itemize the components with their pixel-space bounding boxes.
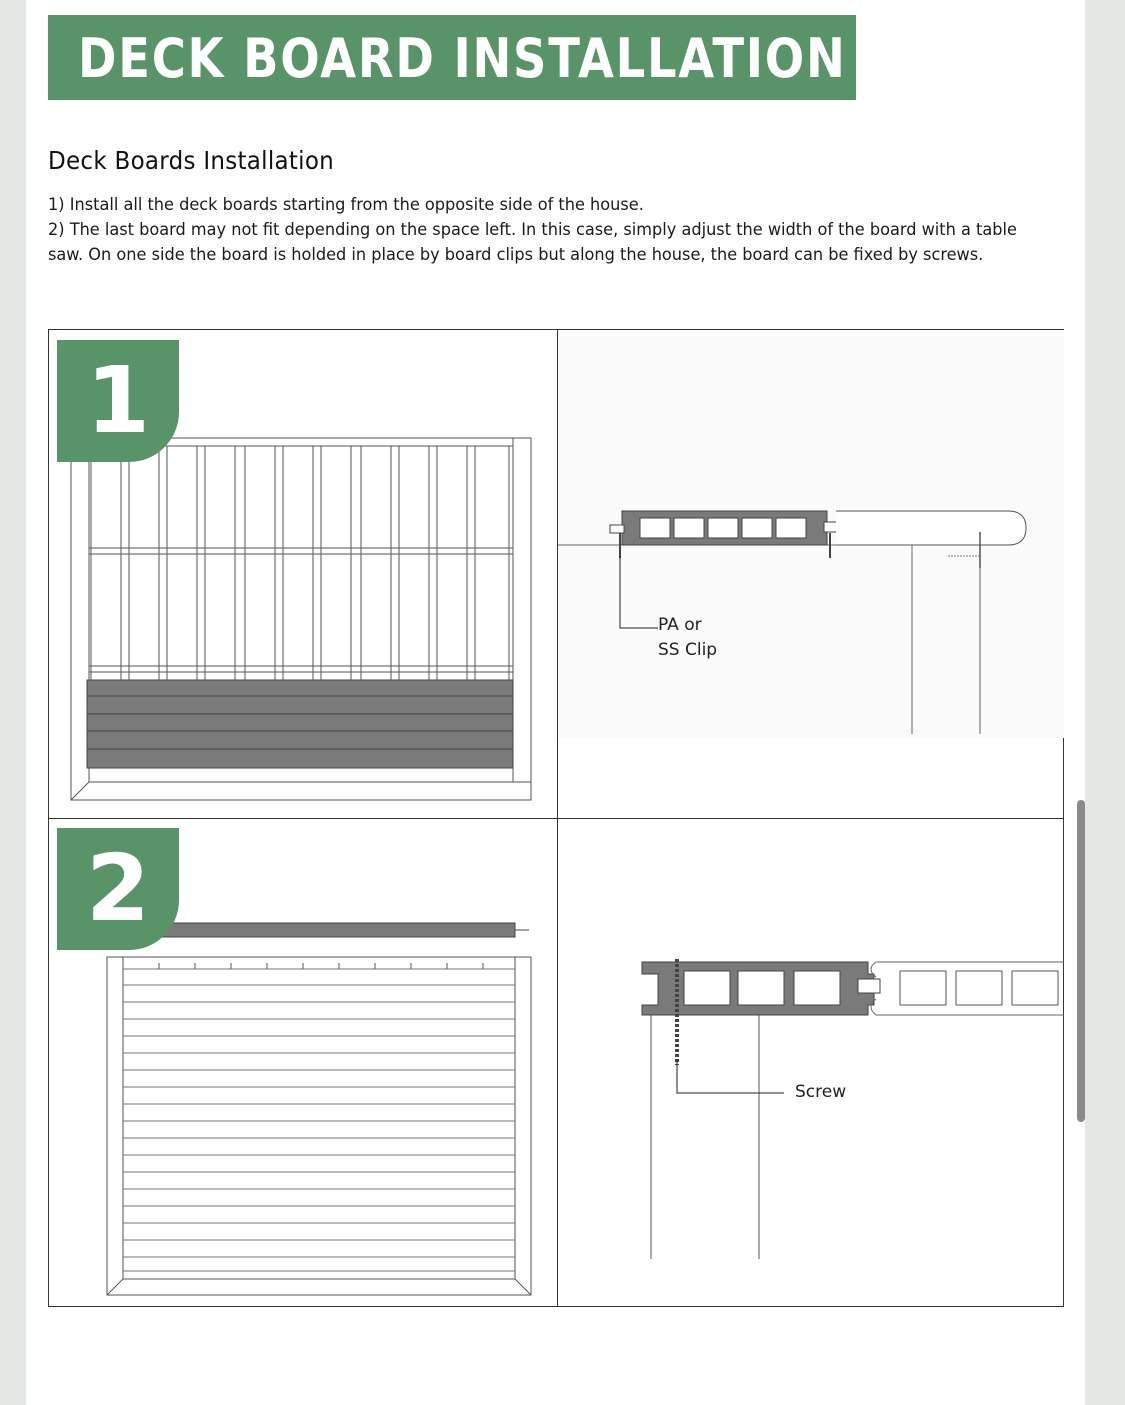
screw-label: Screw: [795, 1082, 847, 1102]
step2-screw-detail-diagram: [558, 819, 1064, 1306]
instruction-step-1: 1) Install all the deck boards starting from the opposite side of the house.: [48, 195, 644, 215]
step-2-badge: [57, 828, 179, 950]
title-banner: [48, 15, 856, 100]
step-1-badge: [57, 340, 179, 462]
step1-clip-detail-diagram: [558, 330, 1064, 818]
section-heading: Deck Boards Installation: [48, 146, 335, 175]
clip-label-line2: SS Clip: [658, 640, 718, 660]
page-title: DECK BOARD INSTALLATION: [78, 27, 847, 90]
instruction-step-2: 2) The last board may not fit depending on the space left. In this case, simply adjust the width of the board with a table saw. On one side the board is holded in place by board clips but along the house, the board can be fixed by screws.: [48, 220, 1017, 265]
step-1-number: 1: [85, 347, 150, 454]
vertical-scrollbar[interactable]: [1077, 800, 1085, 1122]
diagram-grid: [48, 329, 1064, 1307]
clip-label-line1: PA or: [658, 615, 702, 635]
step-2-number: 2: [85, 835, 150, 942]
document-page: [26, 0, 1085, 1405]
